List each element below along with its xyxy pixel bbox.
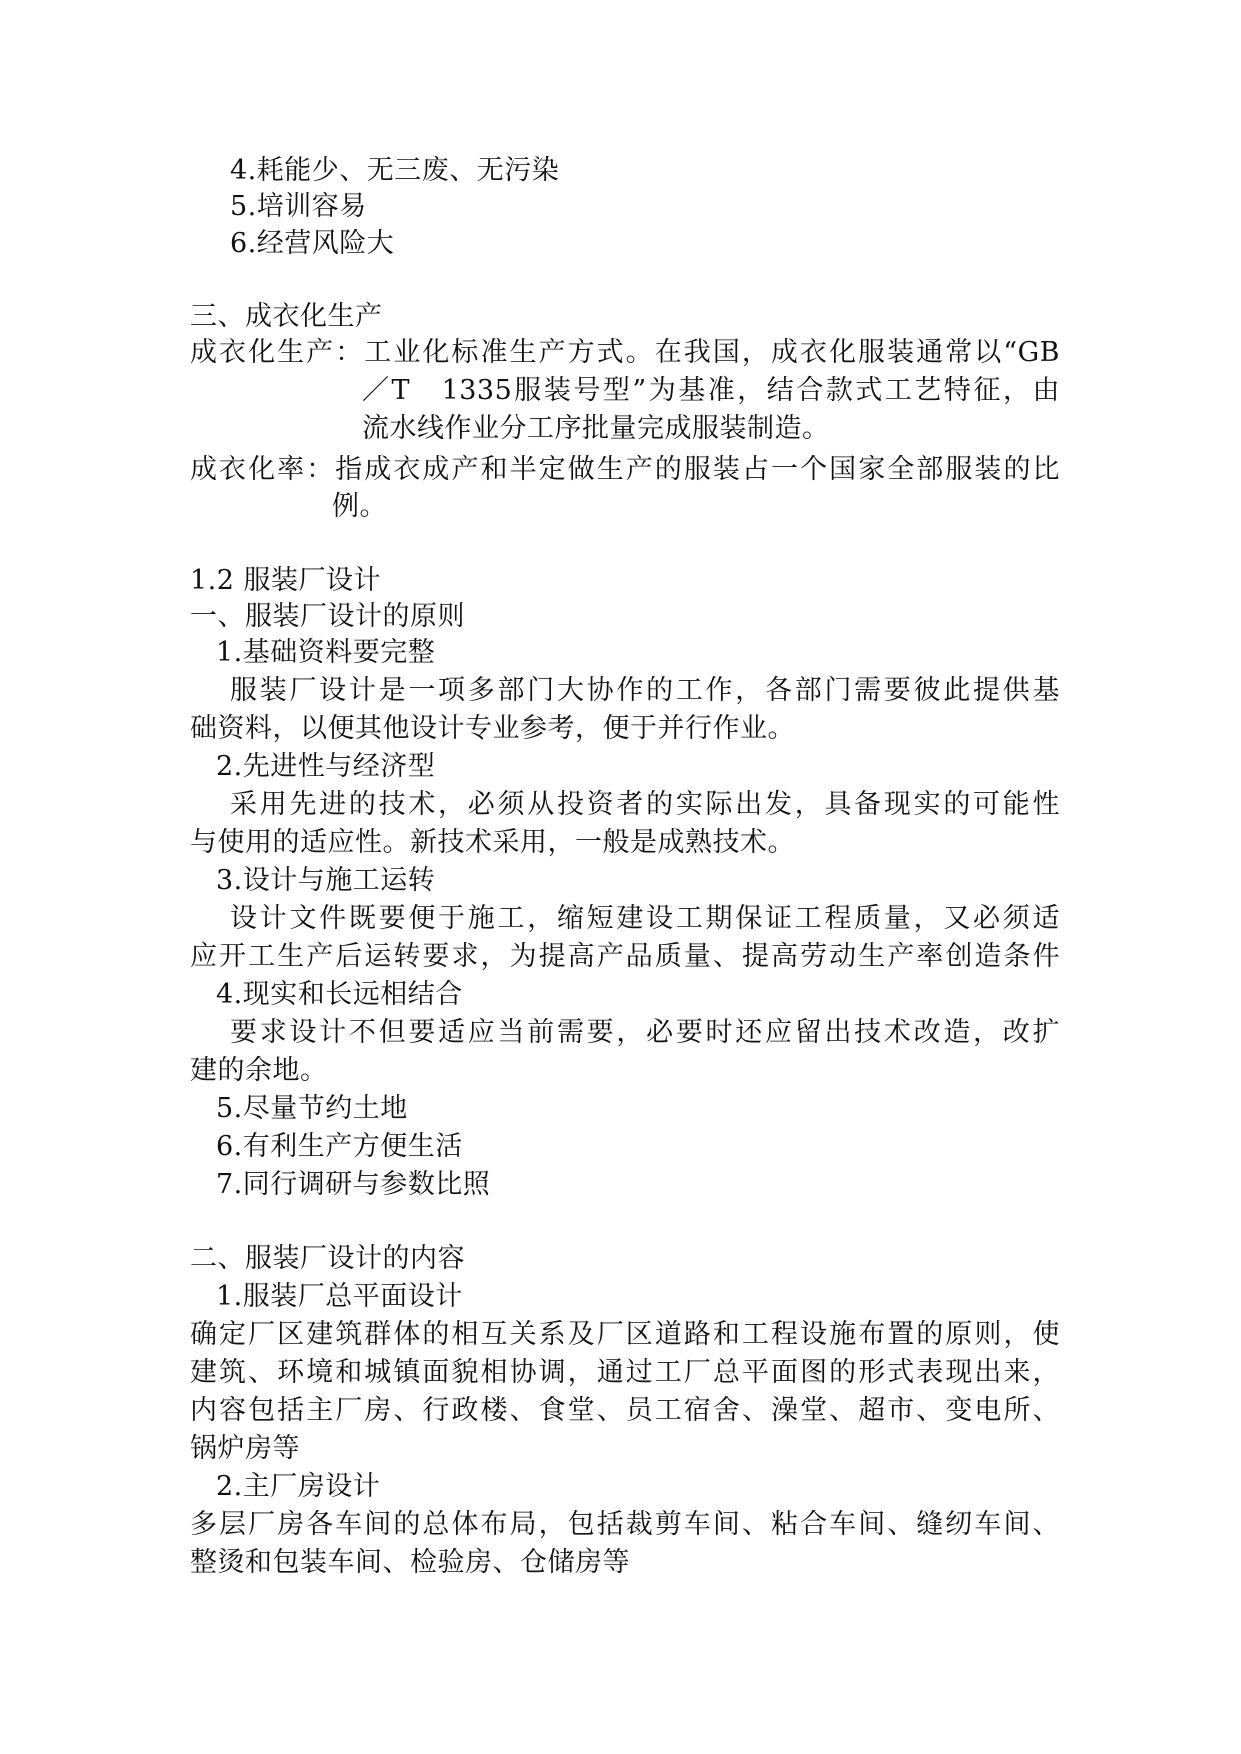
paragraph-line: 内容包括主厂房、行政楼、食堂、员工宿舍、澡堂、超市、变电所、 (190, 1395, 1060, 1426)
paragraph-line: 设计文件既要便于施工，缩短建设工期保证工程质量，又必须适 (230, 903, 1060, 934)
principle-title: 6.有利生产方便生活 (216, 1131, 463, 1162)
subsection-heading-2: 二、服装厂设计的内容 (190, 1243, 465, 1274)
principle-title: 4.现实和长远相结合 (216, 979, 463, 1010)
list-item-5: 5.培训容易 (230, 191, 367, 222)
paragraph-line: 采用先进的技术，必须从投资者的实际出发，具备现实的可能性 (230, 789, 1060, 820)
list-item-6: 6.经营风险大 (230, 228, 395, 259)
paragraph-line: 服装厂设计是一项多部门大协作的工作，各部门需要彼此提供基 (230, 675, 1060, 706)
definition-line: 例。 (332, 491, 387, 522)
paragraph-line: 整烫和包装车间、检验房、仓储房等 (190, 1547, 630, 1578)
paragraph-line: 确定厂区建筑群体的相互关系及厂区道路和工程设施布置的原则，使 (190, 1319, 1060, 1350)
subsection-heading-1: 一、服装厂设计的原则 (190, 601, 465, 632)
definition-line: 成衣化生产：工业化标准生产方式。在我国，成衣化服装通常以“GB (190, 337, 1060, 368)
paragraph-line: 应开工生产后运转要求，为提高产品质量、提高劳动生产率创造条件 (190, 941, 1060, 972)
principle-title: 7.同行调研与参数比照 (216, 1169, 491, 1200)
definition-line: 成衣化率：指成衣成产和半定做生产的服装占一个国家全部服装的比 (190, 454, 1060, 485)
chapter-heading: 1.2 服装厂设计 (190, 565, 382, 596)
paragraph-line: 建筑、环境和城镇面貌相协调，通过工厂总平面图的形式表现出来， (190, 1357, 1060, 1388)
content-title: 2.主厂房设计 (216, 1471, 381, 1502)
paragraph-line: 建的余地。 (190, 1055, 328, 1086)
definition-line: ／T 1335服装号型”为基准，结合款式工艺特征，由 (362, 375, 1060, 406)
paragraph-line: 要求设计不但要适应当前需要，必要时还应留出技术改造，改扩 (230, 1017, 1060, 1048)
list-item-4: 4.耗能少、无三废、无污染 (230, 155, 560, 186)
section-heading-3: 三、成衣化生产 (190, 301, 383, 332)
content-title: 1.服装厂总平面设计 (216, 1281, 463, 1312)
definition-line: 流水线作业分工序批量完成服装制造。 (362, 413, 830, 444)
principle-title: 3.设计与施工运转 (216, 865, 436, 896)
paragraph-line: 锅炉房等 (190, 1433, 300, 1464)
paragraph-line: 础资料，以便其他设计专业参考，便于并行作业。 (190, 713, 795, 744)
paragraph-line: 多层厂房各车间的总体布局，包括裁剪车间、粘合车间、缝纫车间、 (190, 1509, 1060, 1540)
principle-title: 1.基础资料要完整 (216, 637, 436, 668)
principle-title: 2.先进性与经济型 (216, 751, 436, 782)
paragraph-line: 与使用的适应性。新技术采用，一般是成熟技术。 (190, 827, 795, 858)
principle-title: 5.尽量节约土地 (216, 1093, 408, 1124)
